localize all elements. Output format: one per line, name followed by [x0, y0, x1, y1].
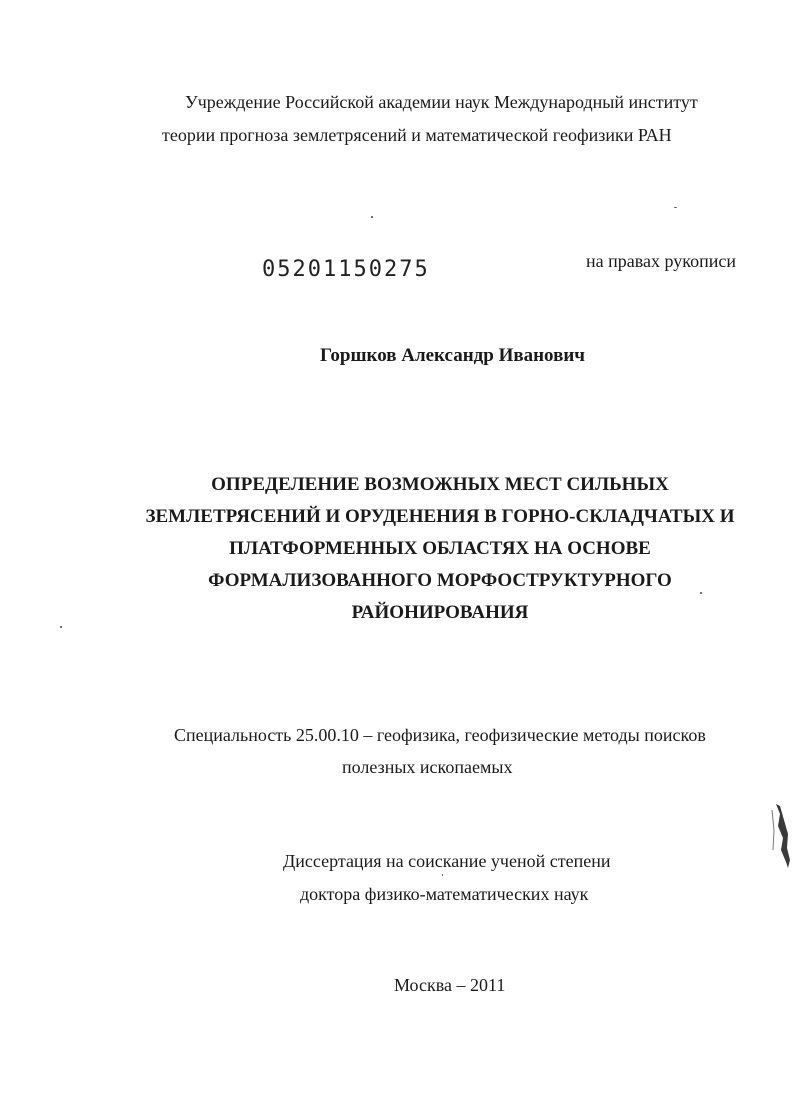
scan-edge-mark	[770, 800, 792, 870]
specialty-line-1: Специальность 25.00.10 – геофизика, геофизические методы поисков	[174, 725, 706, 745]
dissertation-degree-line-2: доктора физико-математических наук	[300, 884, 589, 904]
scan-speck	[60, 626, 62, 628]
institution-line-2: теории прогноза землетрясений и математической геофизики РАН	[162, 125, 672, 145]
title-line: РАЙОНИРОВАНИЯ	[351, 602, 529, 623]
title-line: ПЛАТФОРМЕННЫХ ОБЛАСТЯХ НА ОСНОВЕ	[229, 538, 651, 559]
rights-note: на правах рукописи	[586, 251, 736, 271]
scan-speck	[371, 216, 373, 218]
title-line: ФОРМАЛИЗОВАННОГО МОРФОСТРУКТУРНОГО	[208, 570, 672, 591]
dissertation-degree-line-1: Диссертация на соискание ученой степени	[283, 851, 611, 871]
institution-line-1: Учреждение Российской академии наук Международный институт	[185, 92, 698, 112]
archive-number: 05201150275	[262, 257, 430, 282]
title-line: ОПРЕДЕЛЕНИЕ ВОЗМОЖНЫХ МЕСТ СИЛЬНЫХ	[211, 474, 669, 495]
title-line: ЗЕМЛЕТРЯСЕНИЙ И ОРУДЕНЕНИЯ В ГОРНО-СКЛАДЧАТЫХ И	[145, 506, 735, 527]
scan-speck	[700, 592, 702, 594]
specialty-line-2: полезных ископаемых	[342, 757, 513, 777]
author-name: Горшков Александр Иванович	[319, 345, 586, 366]
place-year: Москва – 2011	[394, 975, 506, 995]
scan-speck	[674, 207, 677, 208]
scan-speck	[442, 874, 443, 876]
dissertation-title	[110, 469, 770, 629]
